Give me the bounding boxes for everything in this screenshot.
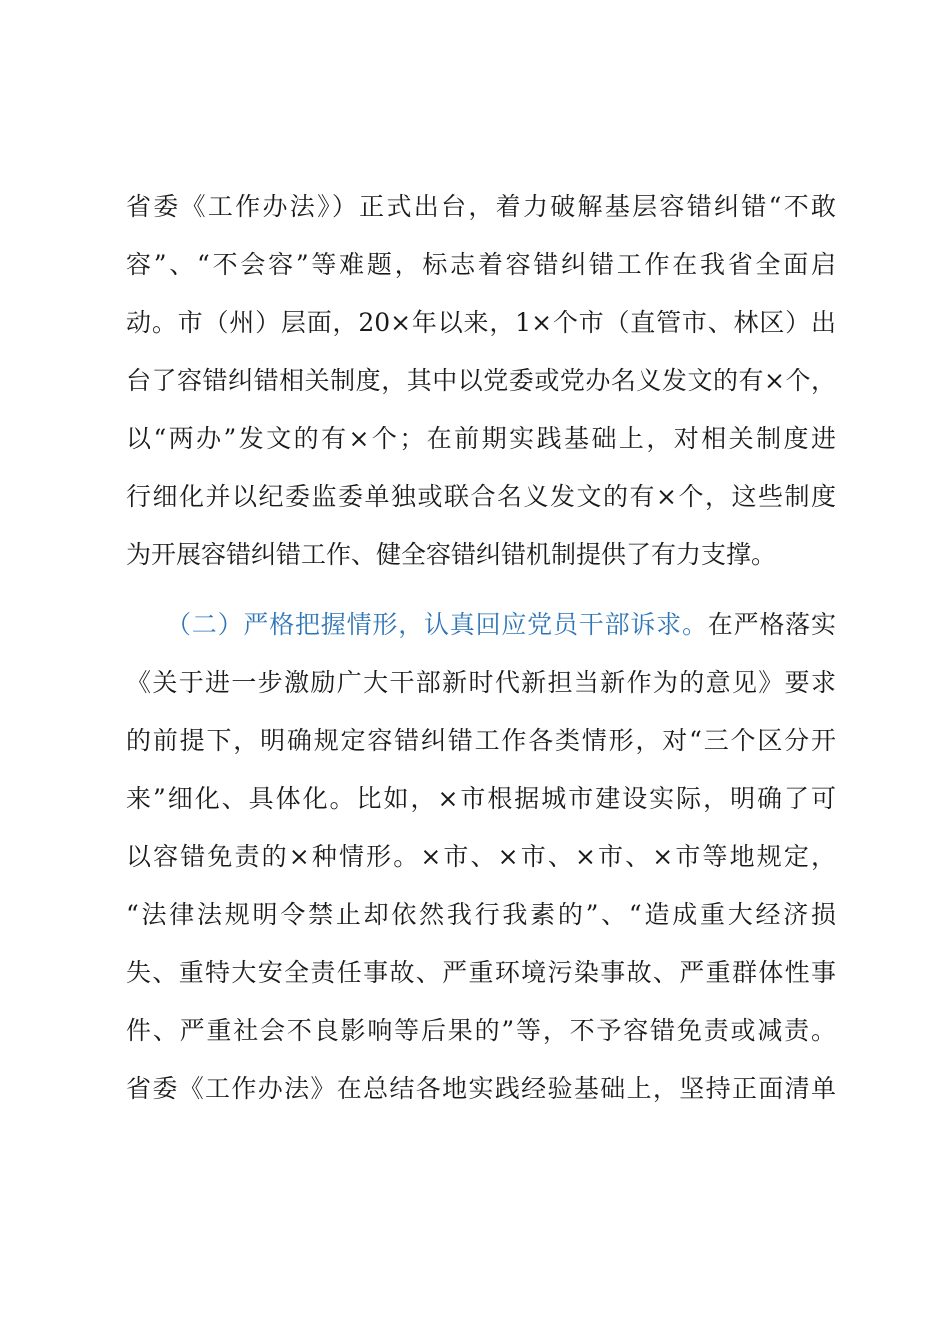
- paragraph-line: 行细化并以纪委监委单独或联合名义发文的有×个，这些制度: [126, 482, 836, 511]
- paragraph-line: 失、重特大安全责任事故、严重环境污染事故、严重群体性事: [126, 958, 836, 987]
- paragraph-line: 省委《工作办法》在总结各地实践经验基础上，坚持正面清单: [126, 1074, 836, 1103]
- paragraph-line: 的前提下，明确规定容错纠错工作各类情形，对“三个区分开: [126, 726, 836, 755]
- paragraph-text: 在严格落实: [707, 610, 836, 639]
- paragraph-line: 台了容错纠错相关制度，其中以党委或党办名义发文的有×个，: [126, 366, 836, 395]
- paragraph-line: 容”、“不会容”等难题，标志着容错纠错工作在我省全面启: [126, 250, 836, 279]
- paragraph-line: 《关于进一步激励广大干部新时代新担当新作为的意见》要求: [126, 668, 836, 697]
- paragraph-line: “法律法规明令禁止却依然我行我素的”、“造成重大经济损: [126, 900, 836, 929]
- paragraph-line: 动。市（州）层面，20×年以来，1×个市（直管市、林区）出: [126, 308, 836, 337]
- paragraph-line: 来”细化、具体化。比如，×市根据城市建设实际，明确了可: [126, 784, 836, 813]
- paragraph-2: [126, 596, 836, 1118]
- section-heading: （二）严格把握情形，认真回应党员干部诉求。: [166, 610, 708, 639]
- paragraph-first-line: [126, 596, 836, 654]
- paragraph-1: [126, 178, 836, 584]
- paragraph-line: 以容错免责的×种情形。×市、×市、×市、×市等地规定，: [126, 842, 836, 871]
- paragraph-line: 以“两办”发文的有×个；在前期实践基础上，对相关制度进: [126, 424, 836, 453]
- paragraph-line: 省委《工作办法》）正式出台，着力破解基层容错纠错“不敢: [126, 192, 836, 221]
- paragraph-line: 件、严重社会不良影响等后果的”等，不予容错免责或减责。: [126, 1016, 836, 1045]
- paragraph-line: 为开展容错纠错工作、健全容错纠错机制提供了有力支撑。: [126, 540, 777, 569]
